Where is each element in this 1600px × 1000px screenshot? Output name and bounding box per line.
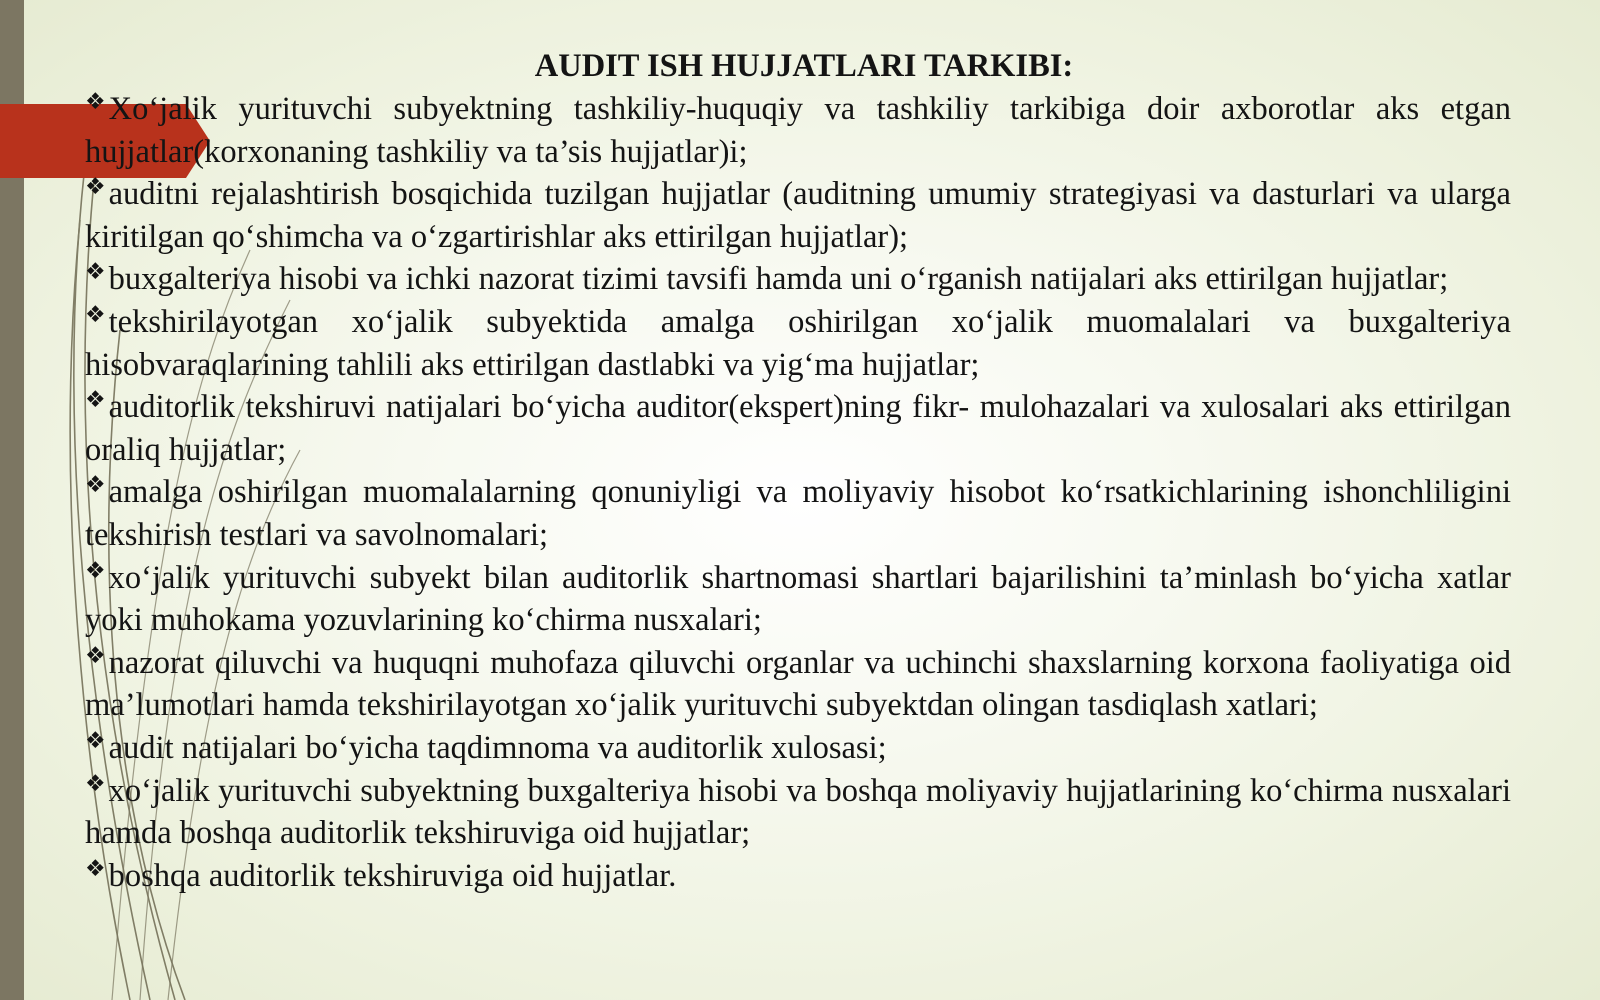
list-item-text: buxgalteriya hisobi va ichki nazorat tizimi tavsifi hamda uni o‘rganish natijalari aks ettirilgan hujjatlar; <box>108 261 1449 298</box>
list-item-text: amalga oshirilgan muomalalarning qonuniyligi va moliyaviy hisobot ko‘rsatkichlarining ishonchliligini tekshirish testlari va savolnomalari; <box>85 474 1511 553</box>
list-item <box>85 727 1511 770</box>
list-item <box>85 386 1511 471</box>
bullet-list <box>85 88 1511 897</box>
list-item-text: nazorat qiluvchi va huquqni muhofaza qiluvchi organlar va uchinchi shaxslarning korxona faoliyatiga oid ma’lumotlari hamda tekshirilayotgan xo‘jalik yurituvchi subyektdan olingan tasdiqlash xatlari; <box>85 644 1511 724</box>
slide-content <box>85 44 1511 984</box>
list-item-text: xo‘jalik yurituvchi subyekt bilan auditorlik shartnomasi shartlari bajarilishini ta’minlash bo‘yicha xatlar yoki muhokama yozuvlarining ko‘chirma nusxalari; <box>85 559 1511 639</box>
diamond-bullet-icon: ❖ <box>85 770 106 797</box>
list-item <box>85 173 1511 258</box>
list-item <box>85 258 1511 301</box>
list-item-text: Xo‘jalik yurituvchi subyektning tashkiliy-huquqiy va tashkiliy tarkibiga doir axborotlar aks etgan hujjatlar(korxonaning tashkiliy va ta’sis hujjatlar)i; <box>85 91 1511 170</box>
list-item-text: audit natijalari bo‘yicha taqdimnoma va auditorlik xulosasi; <box>108 729 887 766</box>
diamond-bullet-icon: ❖ <box>85 259 106 286</box>
diamond-bullet-icon: ❖ <box>85 855 106 882</box>
list-item <box>85 642 1511 727</box>
diamond-bullet-icon: ❖ <box>85 301 106 328</box>
list-item <box>85 557 1511 642</box>
diamond-bullet-icon: ❖ <box>85 387 106 414</box>
list-item-text: xo‘jalik yurituvchi subyektning buxgalteriya hisobi va boshqa moliyaviy hujjatlarining ko‘chirma nusxalari hamda boshqa auditorlik tekshiruviga oid hujjatlar; <box>85 772 1511 852</box>
diamond-bullet-icon: ❖ <box>85 727 106 754</box>
diamond-bullet-icon: ❖ <box>85 557 106 584</box>
list-item <box>85 88 1511 173</box>
list-item <box>85 855 1511 898</box>
slide-title: AUDIT ISH HUJJATLARI TARKIBI: <box>534 48 1074 84</box>
diamond-bullet-icon: ❖ <box>85 89 106 115</box>
list-item <box>85 471 1511 556</box>
list-item-text: auditni rejalashtirish bosqichida tuzilgan hujjatlar (auditning umumiy strategiyasi va dasturlari va ularga kiritilgan qo‘shimcha va o‘zgartirishlar aks ettirilgan hujjatlar); <box>85 176 1511 255</box>
list-item <box>85 301 1511 386</box>
list-item <box>85 770 1511 855</box>
diamond-bullet-icon: ❖ <box>85 174 106 201</box>
list-item-text: tekshirilayotgan xo‘jalik subyektida amalga oshirilgan xo‘jalik muomalalari va buxgalteriya hisobvaraqlarining tahlili aks ettirilgan dastlabki va yig‘ma hujjatlar; <box>85 303 1511 383</box>
list-item-text: auditorlik tekshiruvi natijalari bo‘yicha auditor(ekspert)ning fikr- mulohazalari va xulosalari aks ettirilgan oraliq hujjatlar; <box>85 389 1511 468</box>
diamond-bullet-icon: ❖ <box>85 472 106 499</box>
diamond-bullet-icon: ❖ <box>85 642 106 669</box>
list-item-text: boshqa auditorlik tekshiruviga oid hujjatlar. <box>108 857 677 894</box>
